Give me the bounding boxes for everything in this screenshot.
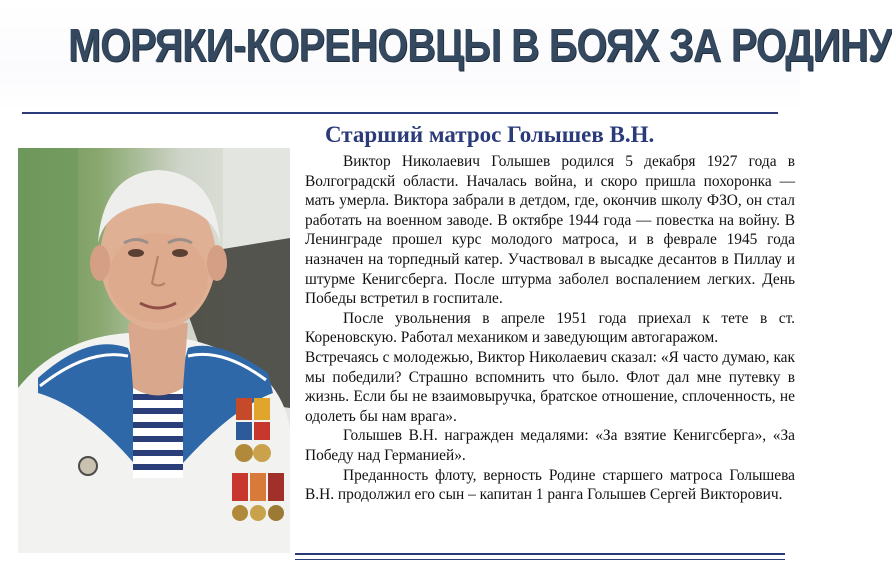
header-banner — [0, 0, 892, 112]
header-divider — [22, 112, 778, 114]
paragraph: Встречаясь с молодежью, Виктор Николаевич сказал: «Я часто думаю, как мы победили? Страшно вспомнить что было. Флот дал мне путевку в жизнь. Если бы не взаимовыручка, братское отношение, сплоченность, не одолеть бы нам врага». — [305, 348, 795, 425]
paragraph: После увольнения в апреле 1951 года приехал к тете в ст. Кореновскую. Работал механиком и заведующим автогаражом. — [305, 309, 795, 347]
portrait-photo — [18, 148, 290, 553]
page-title: МОРЯКИ-КОРЕНОВЦЫ В БОЯХ ЗА РОДИНУ — [68, 19, 892, 71]
paragraph: Голышев В.Н. награжден медалями: «За взятие Кенигсберга», «За Победу над Германией». — [305, 427, 795, 464]
portrait-illustration — [18, 148, 290, 553]
footer-divider-thin — [295, 559, 785, 560]
article-body — [305, 152, 795, 505]
article-heading: Старший матрос Голышев В.Н. — [325, 122, 655, 147]
footer-divider — [295, 553, 785, 555]
paragraph: Преданность флоту, верность Родине старшего матроса Голышева В.Н. продолжил его сын – капитан 1 ранга Голышев Сергей Викторович. — [305, 466, 795, 504]
paragraph: Виктор Николаевич Голышев родился 5 декабря 1927 года в Волгоградскй области. Началась война, и скоро пришла похоронка — мать умерла. Виктора забрали в детдом, где, окончив школу ФЗО, он стал работать на военном заводе. В октябре 1944 года — повестка на войну. В Ленинграде прошел курс молодого матроса, и в феврале 1945 года назначен на торпедный катер. Участвовал в высадке десантов в Пиллау и штурме Кенигсберга. После штурма заболел воспалением легких. День Победы встретил в госпитале. — [305, 153, 795, 308]
